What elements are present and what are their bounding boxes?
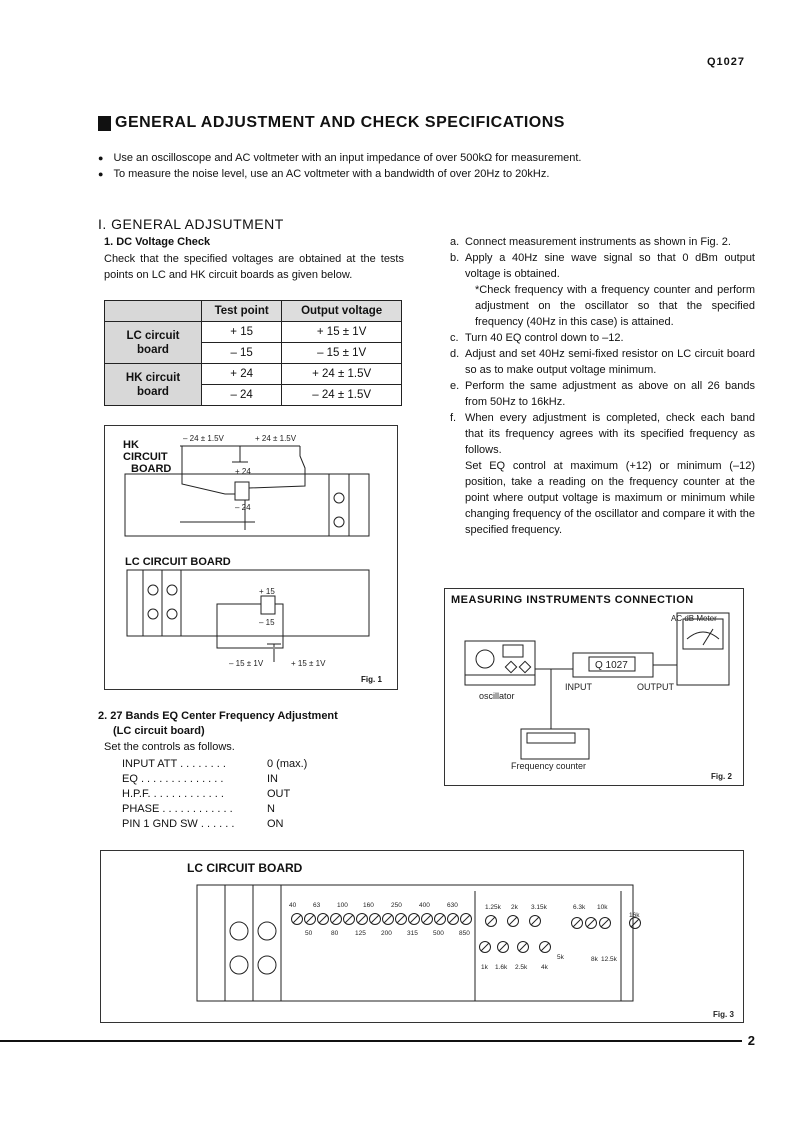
table-cell: + 24 xyxy=(202,364,282,385)
page-number: 2 xyxy=(747,1033,755,1048)
control-name: EQ . . . . . . . . . . . . . . xyxy=(122,773,224,785)
fig2-input: INPUT xyxy=(565,682,592,692)
row-label-line: board xyxy=(137,343,169,356)
freq-label: 1k xyxy=(481,964,488,971)
hk-testpoint xyxy=(235,482,249,500)
freq-label: 125 xyxy=(355,930,366,937)
step-item xyxy=(450,282,755,330)
trimmer-pot-slot xyxy=(519,943,527,951)
step-item xyxy=(450,250,755,282)
step-text: Connect measurement instruments as shown in Fig. 2. xyxy=(465,236,731,248)
trimmer-pot-slot xyxy=(487,917,495,925)
fig1-diagram xyxy=(105,426,397,689)
freq-label: 5k xyxy=(557,954,564,961)
trimmer-pot-slot xyxy=(436,915,444,923)
controls-list xyxy=(122,757,307,832)
step-letter: a. xyxy=(450,236,460,248)
table-cell: + 15 ± 1V xyxy=(282,322,402,343)
fig3-hole xyxy=(230,922,248,940)
oscillator-body xyxy=(465,641,535,685)
control-value: OUT xyxy=(267,788,291,800)
table-cell: – 24 ± 1.5V xyxy=(282,385,402,406)
row-label-line: board xyxy=(137,385,169,398)
row-label-line: LC circuit xyxy=(126,329,180,342)
control-value: 0 (max.) xyxy=(267,758,308,770)
fig2-title: MEASURING INSTRUMENTS CONNECTION xyxy=(451,594,694,606)
table-cell: – 15 ± 1V xyxy=(282,343,402,364)
trimmer-pot-slot xyxy=(531,917,539,925)
page-title-text: GENERAL ADJUSTMENT AND CHECK SPECIFICATIONS xyxy=(115,114,565,131)
trimmer-pot-slot xyxy=(384,915,392,923)
step-text: Turn 40 EQ control down to –12. xyxy=(465,332,624,344)
freq-label: 100 xyxy=(337,902,348,909)
trimmer-pot-slot xyxy=(541,943,549,951)
fig2-diagram xyxy=(445,589,743,785)
step-item xyxy=(450,346,755,378)
control-row xyxy=(122,787,307,802)
title-square-icon xyxy=(98,116,111,131)
note-item: ● Use an oscilloscope and AC voltmeter with an input impedance of over 500kΩ for measurement. xyxy=(98,150,581,166)
step-letter: f. xyxy=(450,412,457,424)
table-header: Test point xyxy=(202,301,282,322)
control-row xyxy=(122,802,307,817)
fig3-box xyxy=(100,850,744,1023)
table-cell: – 15 xyxy=(202,343,282,364)
fig1-caption: Fig. 1 xyxy=(361,675,382,684)
table-header: Output voltage xyxy=(282,301,402,322)
lc-board-outline xyxy=(127,570,369,636)
trimmer-pot-slot xyxy=(587,919,595,927)
freq-label: 500 xyxy=(433,930,444,937)
step-text: When every adjustment is completed, check each band that its frequency agrees with its specified frequency as follows. xyxy=(465,412,755,456)
trimmer-pot-slot xyxy=(499,943,507,951)
step-letter: b. xyxy=(450,252,460,264)
row-label xyxy=(105,364,202,406)
fig1-hk-label: HK xyxy=(123,439,139,451)
control-value: ON xyxy=(267,818,284,830)
fig2-caption: Fig. 2 xyxy=(711,772,732,781)
control-name: INPUT ATT . . . . . . . . xyxy=(122,758,226,770)
table-cell: + 24 ± 1.5V xyxy=(282,364,402,385)
fig1-hk-label: CIRCUIT xyxy=(123,451,168,463)
fig1-box xyxy=(104,425,398,690)
page-title xyxy=(98,114,565,132)
eq-adjust-heading-line: (LC circuit board) xyxy=(113,725,205,737)
step-text: Adjust and set 40Hz semi-fixed resistor on LC circuit board so as to make output voltage minimum. xyxy=(465,348,755,376)
step-item xyxy=(450,458,755,538)
trimmer-pot-slot xyxy=(509,917,517,925)
fig3-hole xyxy=(230,956,248,974)
step-letter xyxy=(460,282,475,330)
lc-hole xyxy=(167,609,177,619)
fig3-caption: Fig. 3 xyxy=(713,1010,734,1019)
row-label-line: HK circuit xyxy=(125,371,181,384)
fig1-lc-label: LC CIRCUIT BOARD xyxy=(125,556,231,568)
control-row xyxy=(122,817,307,832)
trimmer-pot-slot xyxy=(631,919,639,927)
trimmer-pot-slot xyxy=(601,919,609,927)
oscillator-dial xyxy=(476,650,494,668)
lc-hole xyxy=(148,585,158,595)
table-cell: + 15 xyxy=(202,322,282,343)
note-item: ● To measure the noise level, use an AC voltmeter with a bandwidth of over 20Hz to 20kHz. xyxy=(98,166,581,182)
lc-testpoint xyxy=(261,596,275,614)
dc-check-text: Check that the specified voltages are obtained at the tests points on LC and HK circuit boards as given below. xyxy=(104,253,404,281)
section-heading: I. GENERAL ADJSUTMENT xyxy=(98,216,284,232)
fig1-hk-v2: + 24 ± 1.5V xyxy=(255,434,297,443)
control-value: IN xyxy=(267,773,278,785)
lc-hole xyxy=(148,609,158,619)
step-text: Set EQ control at maximum (+12) or minimum (–12) position, take a reading on the frequency counter at the point where output voltage is maximum or minimum while changing frequency of the oscillator and compare it with the specified frequency. xyxy=(465,460,755,536)
fig3-board-outline xyxy=(197,885,633,1001)
step-letter: d. xyxy=(450,348,460,360)
trimmer-pot-slot xyxy=(345,915,353,923)
step-text: Perform the same adjustment as above on all 26 bands from 50Hz to 16kHz. xyxy=(465,380,755,408)
hk-hole xyxy=(334,493,344,503)
control-name: PIN 1 GND SW . . . . . . xyxy=(122,818,235,830)
step-text: *Check frequency with a frequency counter and perform adjustment on the oscillator so that the specified frequency (40Hz in this case) is attained. xyxy=(475,284,755,328)
control-row xyxy=(122,772,307,787)
trimmer-pot-slot xyxy=(293,915,301,923)
freq-label: 250 xyxy=(391,902,402,909)
fig1-lc-v1: – 15 ± 1V xyxy=(229,659,264,668)
step-item xyxy=(450,234,755,250)
freq-label: 40 xyxy=(289,902,297,909)
trimmer-pot-slot xyxy=(449,915,457,923)
fig1-lc-tp2: – 15 xyxy=(259,618,275,627)
trimmer-pot-slot xyxy=(481,943,489,951)
freq-label: 2k xyxy=(511,904,518,911)
table-corner xyxy=(105,301,202,322)
step-item xyxy=(450,378,755,410)
fig2-meter: AC dB Meter xyxy=(671,614,717,623)
hk-hole xyxy=(334,517,344,527)
fig1-hk-tp2: – 24 xyxy=(235,503,251,512)
eq-adjust-heading xyxy=(98,709,338,739)
freq-label: 200 xyxy=(381,930,392,937)
freq-label: 4k xyxy=(541,964,548,971)
model-number: Q1027 xyxy=(706,56,745,68)
control-value: N xyxy=(267,803,275,815)
freq-label: 16k xyxy=(629,912,640,919)
freq-label: 1.6k xyxy=(495,964,508,971)
trimmer-pot-slot xyxy=(573,919,581,927)
freq-label: 63 xyxy=(313,902,321,909)
freq-label: 850 xyxy=(459,930,470,937)
freq-label: 1.25k xyxy=(485,904,501,911)
freq-label: 10k xyxy=(597,904,608,911)
footer-rule xyxy=(0,1040,742,1042)
table-row xyxy=(105,322,402,343)
freq-label: 160 xyxy=(363,902,374,909)
fig1-hk-tp1: + 24 xyxy=(235,467,251,476)
fig3-title: LC CIRCUIT BOARD xyxy=(187,861,303,875)
freq-label: 12.5k xyxy=(601,956,617,963)
eq-adjust-text: Set the controls as follows. xyxy=(104,741,235,753)
trimmer-pot-slot xyxy=(423,915,431,923)
freq-label: 630 xyxy=(447,902,458,909)
dc-check-heading: 1. DC Voltage Check xyxy=(104,236,211,248)
step-item xyxy=(450,330,755,346)
control-name: H.P.F. . . . . . . . . . . . . xyxy=(122,788,224,800)
notes-list xyxy=(98,150,581,182)
fig3-diagram xyxy=(101,851,743,1022)
lc-hole xyxy=(167,585,177,595)
trimmer-pot-slot xyxy=(332,915,340,923)
fig1-lc-v2: + 15 ± 1V xyxy=(291,659,326,668)
fig1-hk-v1: – 24 ± 1.5V xyxy=(183,434,224,443)
trimmer-pot-slot xyxy=(319,915,327,923)
row-label xyxy=(105,322,202,364)
voltage-table xyxy=(104,300,402,406)
control-name: PHASE . . . . . . . . . . . . xyxy=(122,803,233,815)
fig3-hole xyxy=(258,922,276,940)
freq-label: 80 xyxy=(331,930,339,937)
step-letter xyxy=(450,458,465,538)
control-row xyxy=(122,757,307,772)
fig1-lc-tp1: + 15 xyxy=(259,587,275,596)
step-letter: e. xyxy=(450,380,460,392)
trimmer-pot-slot xyxy=(306,915,314,923)
step-text: Apply a 40Hz sine wave signal so that 0 dBm output voltage is obtained. xyxy=(465,252,755,280)
table-row xyxy=(105,364,402,385)
freq-label: 3.15k xyxy=(531,904,547,911)
trimmer-pot-slot xyxy=(397,915,405,923)
freq-label: 6.3k xyxy=(573,904,586,911)
fig2-output: OUTPUT xyxy=(637,682,674,692)
fig2-box xyxy=(444,588,744,786)
table-cell: – 24 xyxy=(202,385,282,406)
fig2-counter: Frequency counter xyxy=(511,761,587,771)
trimmer-pot-slot xyxy=(358,915,366,923)
fig3-hole xyxy=(258,956,276,974)
freq-label: 400 xyxy=(419,902,430,909)
freq-label: 8k xyxy=(591,956,598,963)
freq-label: 50 xyxy=(305,930,313,937)
eq-adjust-heading-line: 2. 27 Bands EQ Center Frequency Adjustment xyxy=(98,710,338,722)
freq-label: 2.5k xyxy=(515,964,528,971)
fig2-osc: oscillator xyxy=(479,691,515,701)
trimmer-pot-slot xyxy=(410,915,418,923)
fig1-hk-label: BOARD xyxy=(131,463,172,475)
fig2-device: Q 1027 xyxy=(595,660,628,671)
freq-label: 315 xyxy=(407,930,418,937)
step-item xyxy=(450,410,755,458)
trimmer-pot-slot xyxy=(462,915,470,923)
step-letter: c. xyxy=(450,332,459,344)
steps-list xyxy=(450,234,755,538)
trimmer-pot-slot xyxy=(371,915,379,923)
